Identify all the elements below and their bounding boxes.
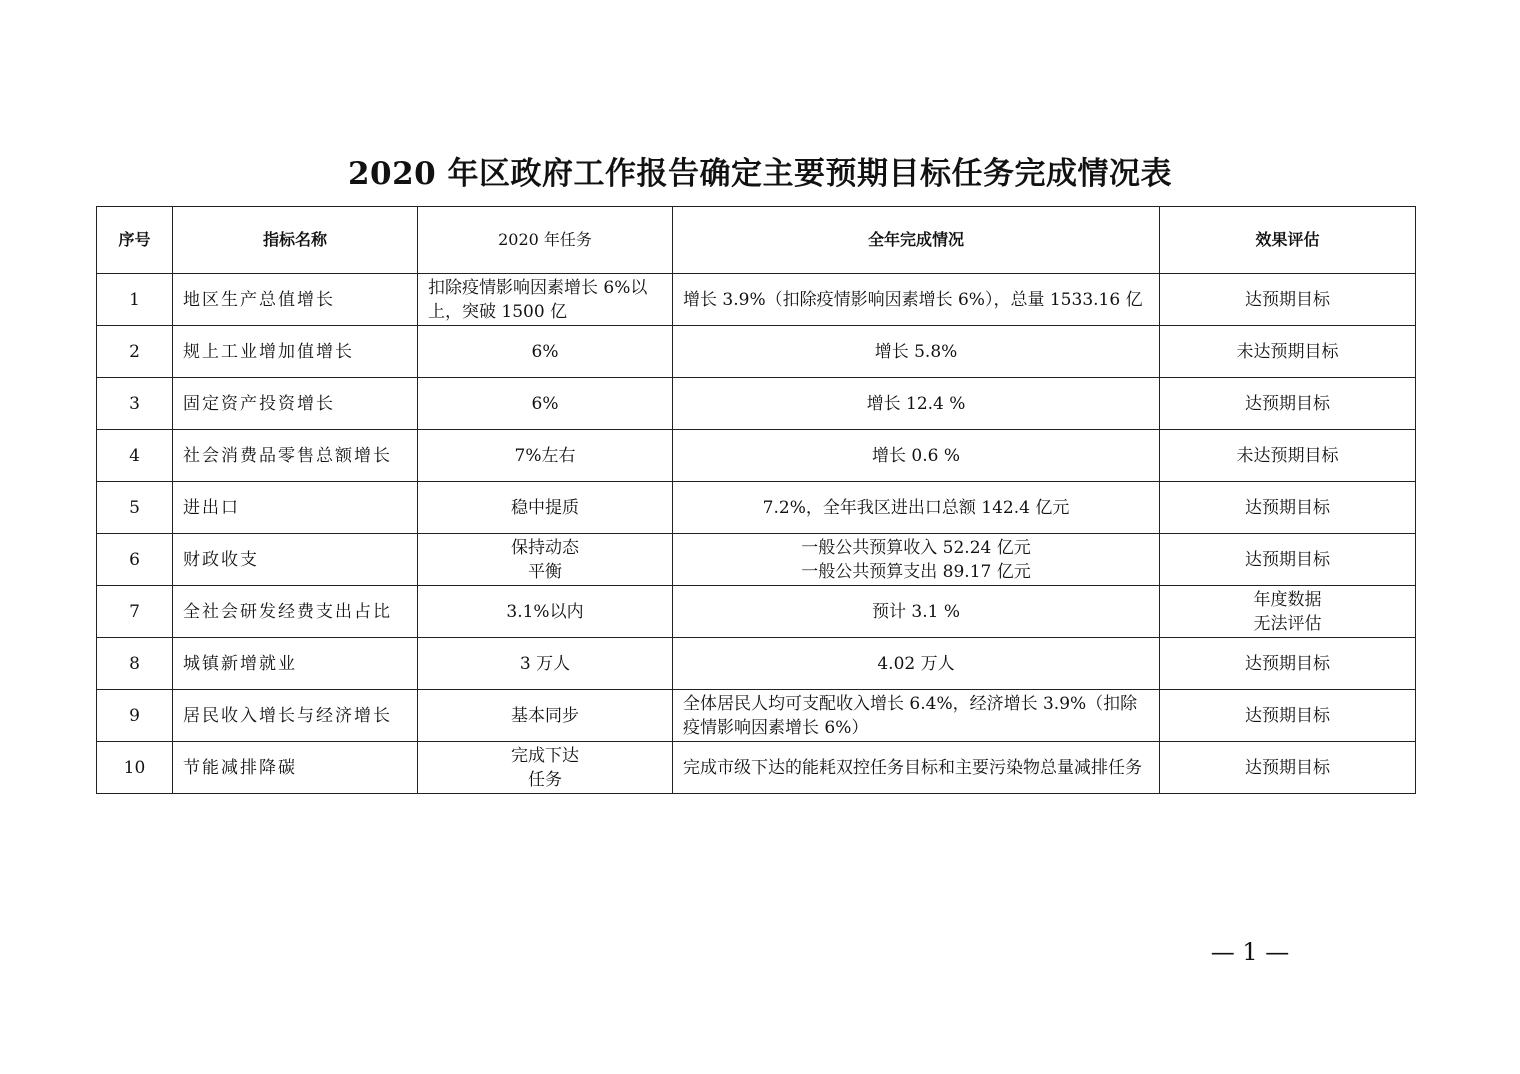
row-no: 6 [97, 534, 173, 586]
row-task [418, 534, 673, 586]
row-name: 进出口 [173, 482, 418, 534]
row-task: 扣除疫情影响因素增长 6%以上，突破 1500 亿 [418, 274, 673, 326]
table-row [97, 482, 1416, 534]
row-task: 6% [418, 378, 673, 430]
table-row [97, 690, 1416, 742]
row-task: 3.1%以内 [418, 586, 673, 638]
row-task: 6% [418, 326, 673, 378]
row-eval-line: 年度数据 [1253, 589, 1322, 610]
row-no: 4 [97, 430, 173, 482]
table-row [97, 274, 1416, 326]
row-eval: 未达预期目标 [1160, 326, 1416, 378]
row-task: 稳中提质 [418, 482, 673, 534]
table-row [97, 638, 1416, 690]
row-eval: 未达预期目标 [1160, 430, 1416, 482]
targets-table [96, 206, 1416, 794]
row-name: 节能减排降碳 [173, 742, 418, 794]
row-eval-line: 无法评估 [1253, 613, 1322, 634]
row-result: 增长 12.4 % [673, 378, 1160, 430]
row-result: 全体居民人均可支配收入增长 6.4%，经济增长 3.9%（扣除疫情影响因素增长 6%） [673, 690, 1160, 742]
row-name: 固定资产投资增长 [173, 378, 418, 430]
row-result: 完成市级下达的能耗双控任务目标和主要污染物总量减排任务 [673, 742, 1160, 794]
row-task-line: 完成下达 [511, 745, 579, 766]
row-eval [1160, 586, 1416, 638]
page-title: 2020 年区政府工作报告确定主要预期目标任务完成情况表 [347, 156, 1173, 192]
row-result: 7.2%，全年我区进出口总额 142.4 亿元 [673, 482, 1160, 534]
row-name: 地区生产总值增长 [173, 274, 418, 326]
row-name: 规上工业增加值增长 [173, 326, 418, 378]
row-name: 居民收入增长与经济增长 [173, 690, 418, 742]
row-name: 社会消费品零售总额增长 [173, 430, 418, 482]
table-row [97, 586, 1416, 638]
row-no: 8 [97, 638, 173, 690]
header-task: 2020 年任务 [418, 207, 673, 274]
table-row [97, 742, 1416, 794]
row-eval: 达预期目标 [1160, 378, 1416, 430]
row-name: 财政收支 [173, 534, 418, 586]
header-eval: 效果评估 [1160, 207, 1416, 274]
table-row [97, 430, 1416, 482]
header-no: 序号 [97, 207, 173, 274]
row-eval: 达预期目标 [1160, 534, 1416, 586]
row-eval: 达预期目标 [1160, 482, 1416, 534]
row-task: 3 万人 [418, 638, 673, 690]
row-name: 全社会研发经费支出占比 [173, 586, 418, 638]
row-no: 2 [97, 326, 173, 378]
table-row [97, 326, 1416, 378]
row-result: 4.02 万人 [673, 638, 1160, 690]
row-no: 9 [97, 690, 173, 742]
row-no: 1 [97, 274, 173, 326]
row-eval: 达预期目标 [1160, 690, 1416, 742]
header-result: 全年完成情况 [673, 207, 1160, 274]
row-task [418, 742, 673, 794]
row-eval: 达预期目标 [1160, 638, 1416, 690]
row-result-line: 一般公共预算支出 89.17 亿元 [801, 561, 1031, 582]
table-header-row [97, 207, 1416, 274]
row-no: 3 [97, 378, 173, 430]
row-task-line: 平衡 [528, 561, 562, 582]
row-eval: 达预期目标 [1160, 742, 1416, 794]
header-name: 指标名称 [173, 207, 418, 274]
row-result: 增长 5.8% [673, 326, 1160, 378]
row-result: 预计 3.1 % [673, 586, 1160, 638]
table-row [97, 378, 1416, 430]
row-result [673, 534, 1160, 586]
row-task-line: 任务 [528, 769, 562, 790]
table-row [97, 534, 1416, 586]
row-name: 城镇新增就业 [173, 638, 418, 690]
row-no: 10 [97, 742, 173, 794]
row-result-line: 一般公共预算收入 52.24 亿元 [801, 537, 1031, 558]
row-eval: 达预期目标 [1160, 274, 1416, 326]
row-no: 5 [97, 482, 173, 534]
row-result: 增长 0.6 % [673, 430, 1160, 482]
page-number: — 1 — [1210, 938, 1290, 966]
row-task: 基本同步 [418, 690, 673, 742]
row-no: 7 [97, 586, 173, 638]
row-task-line: 保持动态 [511, 537, 579, 558]
row-task: 7%左右 [418, 430, 673, 482]
row-result: 增长 3.9%（扣除疫情影响因素增长 6%），总量 1533.16 亿 [673, 274, 1160, 326]
